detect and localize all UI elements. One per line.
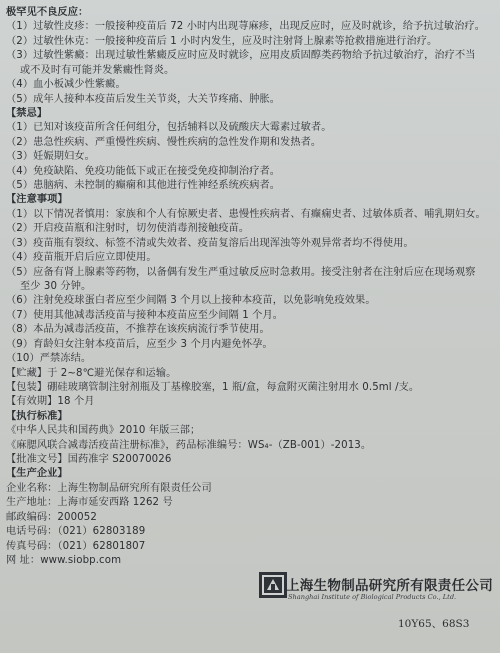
company-logo-icon bbox=[258, 571, 288, 599]
text-line: 生产地址：上海市延安西路 1262 号 bbox=[6, 497, 173, 509]
footer-company-english-name: Shanghai Institute of Biological Products Co., Ltd. bbox=[288, 593, 457, 601]
text-line: （5）应备有肾上腺素等药物，以备偶有发生严重过敏反应时急救用。接受注射者在注射后应在现场观察 bbox=[6, 266, 476, 278]
text-line: 或不及时有可能并发紫癜性肾炎。 bbox=[20, 64, 175, 76]
section-heading: 极罕见不良反应： bbox=[6, 7, 89, 18]
text-line: （4）疫苗瓶开启后应立即使用。 bbox=[6, 252, 157, 264]
text-line: 电话号码：（021）62803189 bbox=[6, 526, 146, 538]
text-line: 《中华人民共和国药典》2010 年版三部； bbox=[6, 425, 201, 437]
text-line: 《麻腮风联合减毒活疫苗注册标准》，药品标准编号：WS₄-（ZB-001）-2013。 bbox=[6, 439, 372, 451]
section-heading: 【生产企业】 bbox=[6, 468, 68, 480]
text-line: （4）免疫缺陷、免疫功能低下或正在接受免疫抑制治疗者。 bbox=[6, 165, 281, 177]
text-line: （7）使用其他减毒活疫苗与接种本疫苗应至少间隔 1 个月。 bbox=[6, 309, 284, 321]
text-line: 【包装】硼硅玻璃管制注射剂瓶及丁基橡胶塞，1 瓶/盒，每盒附灭菌注射用水 0.5ml /支。 bbox=[6, 381, 420, 393]
text-line: 至少 30 分钟。 bbox=[20, 280, 92, 292]
text-line: （5）成年人接种本疫苗后发生关节炎，大关节疼痛、肿胀。 bbox=[6, 93, 281, 105]
text-line: 【批准文号】国药准字 S20070026 bbox=[6, 454, 172, 466]
text-line: （3）过敏性紫癜：出现过敏性紫癜反应时应及时就诊，应用皮质固醇类药物给予抗过敏治疗，治疗不当 bbox=[6, 50, 476, 62]
text-line: （8）本品为减毒活疫苗，不推荐在该疾病流行季节使用。 bbox=[6, 324, 270, 336]
text-line: （1）已知对该疫苗所含任何组分，包括辅料以及硫酸庆大霉素过敏者。 bbox=[6, 122, 332, 134]
section-heading: 【执行标准】 bbox=[6, 410, 68, 422]
text-line: （2）过敏性休克：一般接种疫苗后 1 小时内发生，应及时注射肾上腺素等抢救措施进行治疗。 bbox=[6, 35, 438, 47]
print-code: 10Y65、68S3 bbox=[398, 618, 470, 630]
text-line: 传真号码：（021）62801807 bbox=[6, 540, 146, 552]
section-heading: 【注意事项】 bbox=[6, 194, 68, 206]
text-line: 网 址：www.siobp.com bbox=[6, 554, 122, 566]
text-line: （6）注射免疫球蛋白者应至少间隔 3 个月以上接种本疫苗，以免影响免疫效果。 bbox=[6, 295, 376, 307]
text-line: 【有效期】18 个月 bbox=[6, 396, 95, 408]
text-line: （2）患急性疾病、严重慢性疾病、慢性疾病的急性发作期和发热者。 bbox=[6, 136, 322, 148]
text-line: 邮政编码：200052 bbox=[6, 511, 97, 523]
text-line: （1）以下情况者慎用：家族和个人有惊厥史者、患慢性疾病者、有癫痫史者、过敏体质者、哺乳期妇女。 bbox=[6, 208, 486, 220]
text-line: （10）严禁冻结。 bbox=[6, 353, 92, 365]
text-line: （5）患脑病、未控制的癫痫和其他进行性神经系统疾病者。 bbox=[6, 180, 281, 192]
text-line: （3）疫苗瓶有裂纹、标签不清或失效者、疫苗复溶后出现浑浊等外观异常者均不得使用。 bbox=[6, 237, 414, 249]
text-line: （9）育龄妇女注射本疫苗后，应至少 3 个月内避免怀孕。 bbox=[6, 338, 273, 350]
text-line: （2）开启疫苗瓶和注射时，切勿使消毒剂接触疫苗。 bbox=[6, 223, 250, 235]
text-line: （4）血小板减少性紫癜。 bbox=[6, 79, 126, 91]
section-heading: 【禁忌】 bbox=[6, 107, 48, 119]
text-line: （3）妊娠期妇女。 bbox=[6, 151, 95, 163]
text-line: 企业名称：上海生物制品研究所有限责任公司 bbox=[6, 482, 212, 494]
text-line: （1）过敏性皮疹：一般接种疫苗后 72 小时内出现荨麻疹，出现反应时，应及时就诊，给予抗过敏治疗。 bbox=[6, 21, 486, 33]
text-line: 【贮藏】于 2~8℃避光保存和运输。 bbox=[6, 367, 177, 379]
footer-company-name: 上海生物制品研究所有限责任公司 bbox=[286, 578, 493, 594]
